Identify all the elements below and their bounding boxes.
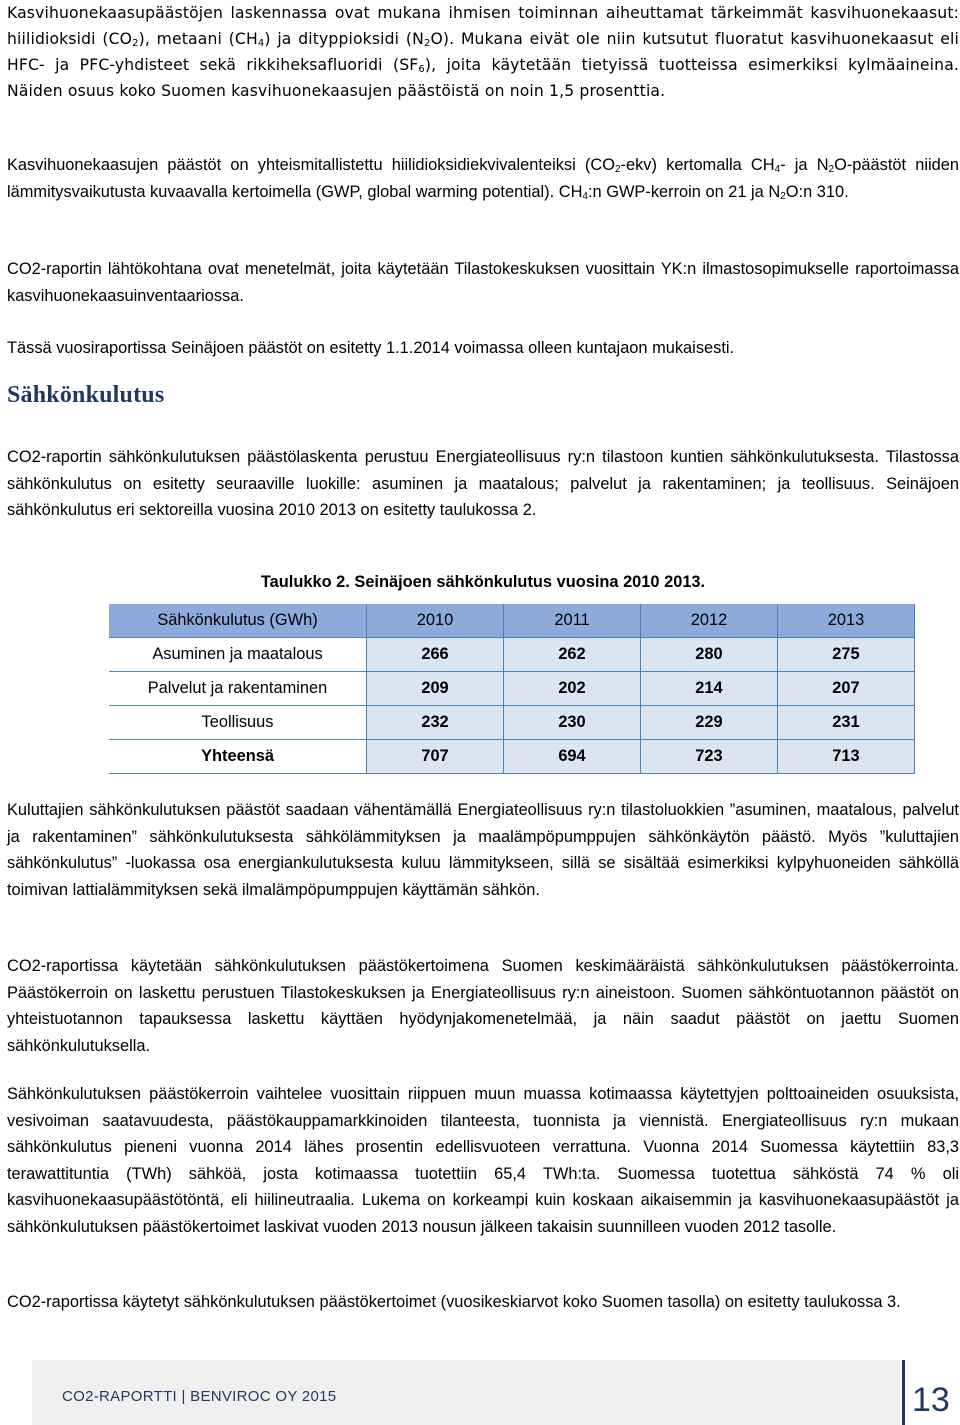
- table-cell: 214: [640, 672, 777, 706]
- row-label: Teollisuus: [109, 706, 367, 740]
- header-cell: Sähkönkulutus (GWh): [109, 604, 367, 638]
- table3-reference-paragraph: CO2-raportissa käytetyt sähkönkulutuksen päästökertoimet (vuosikeskiarvot koko Suomen tasolla) on esitetty taulukossa 3.: [7, 1293, 901, 1311]
- table-cell: 262: [504, 638, 641, 672]
- table-cell: 230: [504, 706, 641, 740]
- row-label: Yhteensä: [109, 740, 367, 774]
- variation-paragraph: Sähkönkulutuksen päästökerroin vaihtelee vuosittain riippuen muun muassa kotimaassa käytettyjen polttoaineiden osuuksista, vesivoiman saatavuudesta, päästökauppamarkkinoiden tilanteesta, tuonnista ja viennistä. Energiateollisuus ry:n mukaan sähkönkulutus pieneni vuonna 2014 lähes prosentin edellisvuoteen verrattuna. Vuonna 2014 Suomessa käytettiin 83,3 terawattituntia (TWh) sähköä, josta kotimaassa tuotettiin 65,4 TWh:ta. Suomessa tuotettua sähköstä 74 % oli kasvihuonekaasupäästötöntä, eli hiilineutraalia. Lukema on korkeampi kuin koskaan aikaisemmin ja kasvihuonekaasupäästöt ja sähkönkulutuksen päästökertoimet laskivat vuoden 2013 nousun jälkeen takaisin suunnilleen vuoden 2012 tasolle.: [7, 1085, 959, 1236]
- header-cell: 2011: [504, 604, 641, 638]
- table-cell: 266: [367, 638, 504, 672]
- table-cell: 275: [777, 638, 914, 672]
- header-cell: 2010: [367, 604, 504, 638]
- consumer-paragraph: Kuluttajien sähkönkulutuksen päästöt saadaan vähentämällä Energiateollisuus ry:n tilastoluokkien ”asuminen, maatalous, palvelut ja rakentaminen” sähkönkulutuksesta sähkölämmityksen ja maalämpöpumppujen sähkönkäytön päästö. Myös ”kuluttajien sähkönkulutus” -luokassa osa energiankulutuksesta kuluu lämmitykseen, sillä se sisältää esimerkiksi kylpyhuoneiden sähköllä toimivan lattialämmityksen sekä ilmalämpöpumppujen käyttämän sähkön.: [7, 801, 959, 899]
- electricity-intro-paragraph: CO2-raportin sähkönkulutuksen päästölaskenta perustuu Energiateollisuus ry:n tilastoon kuntien sähkönkulutuksesta. Tilastossa sähkönkulutus on esitetty seuraaville luokille: asuminen ja maatalous; palvelut ja rakentaminen; ja teollisuus. Seinäjoen sähkönkulutus eri sektoreilla vuosina 2010 2013 on esitetty taulukossa 2.: [7, 448, 959, 519]
- table-cell: 232: [367, 706, 504, 740]
- table-header-row: [109, 604, 915, 638]
- municipality-paragraph: Tässä vuosiraportissa Seinäjoen päästöt on esitetty 1.1.2014 voimassa olleen kuntajaon mukaisesti.: [7, 339, 735, 357]
- gwp-paragraph: Kasvihuonekaasujen päästöt on yhteismitallistettu hiilidioksidiekvivalenteiksi $(CO_2-ekv)$ kertomalla $CH_4-$ ja $N_2O$-päästöt niiden lämmitysvaikutusta kuvaavalla kertoimella (GWP, global warming potential). $CH_4:n$ GWP-kerroin on 21 ja $N_2O:n$ 310.: [7, 156, 959, 202]
- table-cell: 229: [640, 706, 777, 740]
- section-heading: Sähkönkulutus: [7, 382, 165, 408]
- table-cell: 713: [777, 740, 914, 774]
- table-cell: 231: [777, 706, 914, 740]
- electricity-table: [109, 604, 915, 774]
- table-caption: Taulukko 2. Seinäjoen sähkönkulutus vuosina 2010 2013.: [260, 573, 706, 591]
- table-cell: 723: [640, 740, 777, 774]
- intro-paragraph: Kasvihuonekaasupäästöjen laskennassa ovat mukana ihmisen toiminnan aiheuttamat tärkeimmät kasvihuonekaasut: hiilidioksidi $(CO_2)$, metaani $(CH_4)$ ja dityppioksidi $(N_2O)$. Mukana eivät ole niin kutsutut fluoratut kasvihuonekaasut eli HFC- ja PFC-yhdisteet sekä rikkiheksafluoridi $(SF_6)$, joita käytetään tietyissä tuotteissa esimerkiksi kylmäaineina. Näiden osuus koko Suomen kasvihuonekaasujen päästöistä on noin 1,5 prosenttia.: [7, 4, 960, 100]
- table-row: [109, 672, 915, 706]
- table-total-row: [109, 740, 915, 774]
- table-cell: 280: [640, 638, 777, 672]
- method-paragraph: CO2-raportin lähtökohtana ovat menetelmät, joita käytetään Tilastokeskuksen vuosittain YK:n ilmastosopimukselle raportoimassa kasvihuonekaasuinventaariossa.: [7, 260, 959, 305]
- row-label: Palvelut ja rakentaminen: [109, 672, 367, 706]
- emission-factor-paragraph: CO2-raportissa käytetään sähkönkulutuksen päästökertoimena Suomen keskimääräistä sähkönkulutuksen päästökerrointa. Päästökerroin on laskettu perustuen Tilastokeskuksen ja Energiateollisuus ry:n aineistoon. Suomen sähköntuotannon päästöt on yhteistuotannon tapauksessa laskettu käyttäen hyödynjakomenetelmää, ja näin saadut päästöt on jaettu Suomen sähkönkulutuksella.: [7, 957, 959, 1055]
- header-cell: 2012: [640, 604, 777, 638]
- row-label: Asuminen ja maatalous: [109, 638, 367, 672]
- table-row: [109, 638, 915, 672]
- header-cell: 2013: [777, 604, 914, 638]
- table-cell: 207: [777, 672, 914, 706]
- table-cell: 694: [504, 740, 641, 774]
- table-row: [109, 706, 915, 740]
- table-cell: 202: [504, 672, 641, 706]
- footer-text: CO2-RAPORTTI | BENVIROC OY 2015: [62, 1388, 337, 1405]
- page-number: 13: [912, 1381, 950, 1419]
- footer-divider: [902, 1360, 905, 1425]
- table-cell: 209: [367, 672, 504, 706]
- table-cell: 707: [367, 740, 504, 774]
